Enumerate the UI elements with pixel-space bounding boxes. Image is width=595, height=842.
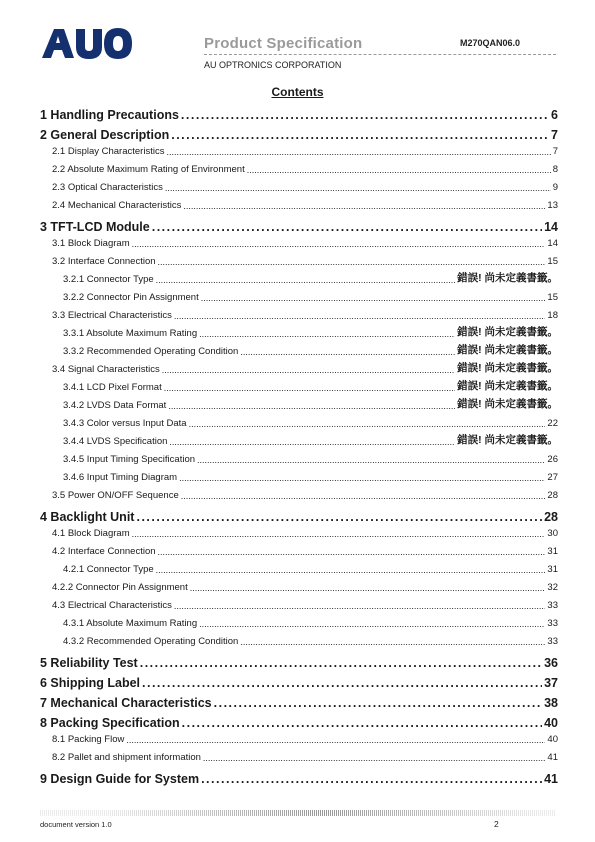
toc-entry[interactable] bbox=[40, 234, 558, 252]
toc-entry-title: 3.4.1 LCD Pixel Format bbox=[63, 382, 162, 393]
toc-dot-leader bbox=[158, 257, 546, 270]
toc-entry-page: 15 bbox=[547, 256, 558, 267]
toc-entry[interactable] bbox=[40, 196, 558, 214]
toc-entry-page: 錯誤! 尚未定義書籤。 bbox=[457, 344, 558, 356]
toc-entry[interactable] bbox=[40, 524, 558, 542]
toc-dot-leader bbox=[201, 293, 546, 306]
toc-dot-leader bbox=[164, 383, 455, 396]
toc-dot-leader bbox=[181, 108, 549, 122]
toc-entry-page: 31 bbox=[547, 546, 558, 557]
toc-dot-leader bbox=[136, 510, 542, 524]
toc-entry-title: 9 Design Guide for System bbox=[40, 772, 200, 786]
toc-entry-page: 錯誤! 尚未定義書籤。 bbox=[457, 272, 558, 284]
toc-entry-title: 3 TFT-LCD Module bbox=[40, 220, 150, 234]
toc-entry-title: 4.3.2 Recommended Operating Condition bbox=[63, 636, 239, 647]
toc-dot-leader bbox=[156, 275, 455, 288]
toc-entry-title: 3.4.3 Color versus Input Data bbox=[63, 418, 187, 429]
toc-dot-leader bbox=[169, 437, 455, 450]
toc-entry-page: 40 bbox=[547, 734, 558, 745]
toc-entry-title: 3.5 Power ON/OFF Sequence bbox=[52, 490, 179, 501]
toc-entry-page: 37 bbox=[544, 676, 558, 690]
toc-dot-leader bbox=[183, 201, 545, 214]
toc-entry-page: 14 bbox=[544, 220, 558, 234]
toc-entry[interactable] bbox=[40, 632, 558, 650]
toc-entry[interactable] bbox=[40, 160, 558, 178]
header-divider bbox=[204, 54, 556, 55]
toc-entry-page: 錯誤! 尚未定義書籤。 bbox=[457, 362, 558, 374]
toc-entry[interactable] bbox=[40, 542, 558, 560]
toc-entry[interactable] bbox=[40, 122, 558, 142]
toc-dot-leader bbox=[240, 637, 545, 650]
toc-dot-leader bbox=[214, 696, 542, 710]
toc-dot-leader bbox=[240, 347, 455, 360]
toc-entry-title: 2.1 Display Characteristics bbox=[52, 146, 165, 157]
toc-entry-page: 31 bbox=[547, 564, 558, 575]
toc-entry[interactable] bbox=[40, 270, 558, 288]
toc-entry-title: 4.3 Electrical Characteristics bbox=[52, 600, 172, 611]
toc-entry-title: 3.3 Electrical Characteristics bbox=[52, 310, 172, 321]
toc-entry-title: 3.4.5 Input Timing Specification bbox=[63, 454, 196, 465]
toc-entry-page: 28 bbox=[544, 510, 558, 524]
toc-entry[interactable] bbox=[40, 432, 558, 450]
toc-entry-title: 4.1 Block Diagram bbox=[52, 528, 130, 539]
toc-entry-page: 41 bbox=[544, 772, 558, 786]
toc-entry-page: 7 bbox=[551, 128, 558, 142]
toc-entry[interactable] bbox=[40, 690, 558, 710]
toc-entry-page: 14 bbox=[547, 238, 558, 249]
toc-entry-title: 3.3.2 Recommended Operating Condition bbox=[63, 346, 239, 357]
toc-dot-leader bbox=[174, 311, 546, 324]
toc-entry[interactable] bbox=[40, 414, 558, 432]
toc-entry-title: 3.2.2 Connector Pin Assignment bbox=[63, 292, 199, 303]
toc-entry-title: 3.4.6 Input Timing Diagram bbox=[63, 472, 178, 483]
model-number: M270QAN06.0 bbox=[460, 38, 521, 48]
toc-entry-page: 26 bbox=[547, 454, 558, 465]
toc-entry-page: 錯誤! 尚未定義書籤。 bbox=[457, 326, 558, 338]
toc-entry-title: 8.1 Packing Flow bbox=[52, 734, 125, 745]
toc-entry-title: 4 Backlight Unit bbox=[40, 510, 135, 524]
toc-entry-title: 3.1 Block Diagram bbox=[52, 238, 130, 249]
toc-dot-leader bbox=[165, 183, 551, 196]
toc-entry-title: 3.4.4 LVDS Specification bbox=[63, 436, 168, 447]
toc-dot-leader bbox=[142, 676, 542, 690]
toc-entry-title: 3.3.1 Absolute Maximum Rating bbox=[63, 328, 198, 339]
toc-entry-title: 3.4.2 LVDS Data Format bbox=[63, 400, 167, 411]
toc-dot-leader bbox=[152, 220, 542, 234]
toc-entry-page: 錯誤! 尚未定義書籤。 bbox=[457, 380, 558, 392]
toc-entry-page: 15 bbox=[547, 292, 558, 303]
toc-entry-page: 36 bbox=[544, 656, 558, 670]
toc-dot-leader bbox=[247, 165, 551, 178]
toc-entry[interactable] bbox=[40, 450, 558, 468]
toc-entry-page: 錯誤! 尚未定義書籤。 bbox=[457, 398, 558, 410]
toc-entry-page: 33 bbox=[547, 600, 558, 611]
toc-entry[interactable] bbox=[40, 670, 558, 690]
toc-entry-page: 9 bbox=[552, 182, 558, 193]
auo-logo bbox=[40, 26, 133, 60]
toc-dot-leader bbox=[126, 735, 545, 748]
document-version: document version 1.0 bbox=[40, 820, 112, 829]
toc-dot-leader bbox=[140, 656, 542, 670]
toc-entry[interactable] bbox=[40, 486, 558, 504]
toc-entry-page: 18 bbox=[547, 310, 558, 321]
toc-entry[interactable] bbox=[40, 396, 558, 414]
toc-dot-leader bbox=[171, 128, 549, 142]
toc-entry-page: 40 bbox=[544, 716, 558, 730]
toc-entry-page: 41 bbox=[547, 752, 558, 763]
toc-entry-page: 28 bbox=[547, 490, 558, 501]
toc-entry[interactable] bbox=[40, 578, 558, 596]
toc-entry[interactable] bbox=[40, 324, 558, 342]
toc-entry[interactable] bbox=[40, 178, 558, 196]
toc-entry[interactable] bbox=[40, 360, 558, 378]
page-number: 2 bbox=[494, 819, 499, 829]
toc-dot-leader bbox=[132, 239, 546, 252]
toc-dot-leader bbox=[158, 547, 546, 560]
toc-entry[interactable] bbox=[40, 214, 558, 234]
toc-entry[interactable] bbox=[40, 560, 558, 578]
toc-entry-title: 4.2.2 Connector Pin Assignment bbox=[52, 582, 188, 593]
toc-entry-page: 6 bbox=[551, 108, 558, 122]
toc-dot-leader bbox=[162, 365, 455, 378]
toc-entry[interactable] bbox=[40, 378, 558, 396]
toc-entry[interactable] bbox=[40, 342, 558, 360]
toc-entry-page: 33 bbox=[547, 636, 558, 647]
toc-entry[interactable] bbox=[40, 730, 558, 748]
toc-dot-leader bbox=[156, 565, 546, 578]
toc-dot-leader bbox=[197, 455, 545, 468]
toc-entry-title: 8.2 Pallet and shipment information bbox=[52, 752, 201, 763]
toc-entry-page: 8 bbox=[552, 164, 558, 175]
toc-dot-leader bbox=[132, 529, 546, 542]
toc-entry-page: 27 bbox=[547, 472, 558, 483]
toc-entry[interactable] bbox=[40, 748, 558, 766]
toc-entry[interactable] bbox=[40, 468, 558, 486]
toc-entry-page: 38 bbox=[544, 696, 558, 710]
toc-dot-leader bbox=[181, 491, 546, 504]
toc-entry-title: 4.3.1 Absolute Maximum Rating bbox=[63, 618, 198, 629]
table-of-contents bbox=[40, 102, 558, 786]
toc-dot-leader bbox=[201, 772, 542, 786]
toc-entry-page: 30 bbox=[547, 528, 558, 539]
toc-dot-leader bbox=[174, 601, 546, 614]
toc-dot-leader bbox=[166, 147, 550, 160]
document-title: Product Specification bbox=[204, 35, 363, 52]
toc-entry-title: 4.2 Interface Connection bbox=[52, 546, 156, 557]
company-name: AU OPTRONICS CORPORATION bbox=[204, 60, 342, 70]
toc-entry-title: 6 Shipping Label bbox=[40, 676, 141, 690]
toc-entry[interactable] bbox=[40, 596, 558, 614]
toc-entry-page: 22 bbox=[547, 418, 558, 429]
toc-entry-page: 7 bbox=[552, 146, 558, 157]
toc-entry-title: 5 Reliability Test bbox=[40, 656, 138, 670]
toc-entry-title: 2.4 Mechanical Characteristics bbox=[52, 200, 182, 211]
footer-decorative-band bbox=[40, 810, 555, 816]
toc-dot-leader bbox=[189, 419, 546, 432]
toc-entry-page: 錯誤! 尚未定義書籤。 bbox=[457, 434, 558, 446]
toc-entry[interactable] bbox=[40, 102, 558, 122]
toc-entry[interactable] bbox=[40, 252, 558, 270]
toc-entry-title: 3.2.1 Connector Type bbox=[63, 274, 154, 285]
toc-entry-title: 2 General Description bbox=[40, 128, 170, 142]
toc-dot-leader bbox=[179, 473, 545, 486]
contents-heading: Contents bbox=[271, 85, 324, 99]
toc-entry-title: 3.4 Signal Characteristics bbox=[52, 364, 160, 375]
toc-entry-title: 2.2 Absolute Maximum Rating of Environment bbox=[52, 164, 245, 175]
toc-dot-leader bbox=[190, 583, 546, 596]
toc-entry[interactable] bbox=[40, 710, 558, 730]
toc-entry-page: 32 bbox=[547, 582, 558, 593]
toc-entry-page: 33 bbox=[547, 618, 558, 629]
toc-entry[interactable] bbox=[40, 288, 558, 306]
toc-entry[interactable] bbox=[40, 504, 558, 524]
toc-entry[interactable] bbox=[40, 306, 558, 324]
toc-entry[interactable] bbox=[40, 766, 558, 786]
toc-dot-leader bbox=[203, 753, 546, 766]
toc-entry-title: 1 Handling Precautions bbox=[40, 108, 179, 122]
toc-entry[interactable] bbox=[40, 650, 558, 670]
toc-dot-leader bbox=[199, 329, 455, 342]
toc-entry-title: 7 Mechanical Characteristics bbox=[40, 696, 212, 710]
toc-dot-leader bbox=[182, 716, 542, 730]
toc-entry-title: 8 Packing Specification bbox=[40, 716, 180, 730]
toc-dot-leader bbox=[199, 619, 545, 632]
toc-entry-title: 2.3 Optical Characteristics bbox=[52, 182, 163, 193]
toc-dot-leader bbox=[168, 401, 455, 414]
toc-entry-title: 4.2.1 Connector Type bbox=[63, 564, 154, 575]
toc-entry-title: 3.2 Interface Connection bbox=[52, 256, 156, 267]
toc-entry[interactable] bbox=[40, 142, 558, 160]
toc-entry[interactable] bbox=[40, 614, 558, 632]
toc-entry-page: 13 bbox=[547, 200, 558, 211]
